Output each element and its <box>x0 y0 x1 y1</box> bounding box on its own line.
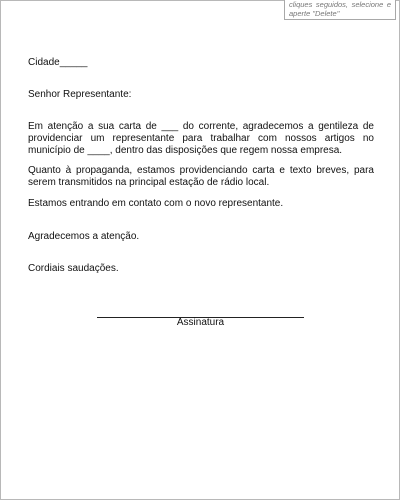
city-line: Cidade_____ <box>28 57 88 68</box>
closing-line: Agradecemos a atenção. <box>28 231 140 242</box>
paragraph-representative-request <box>28 121 374 157</box>
farewell-line: Cordiais saudações. <box>28 263 119 274</box>
instruction-note: cliques seguidos, selecione e aperte "Delete" <box>284 0 396 20</box>
paragraph-advertising <box>28 165 374 189</box>
paragraph-text: Em atenção a sua carta de ___ do corrente, agradecemos a gentileza de providenciar um representante para trabalhar com nossos artigos no município de ____, dentro das disposições que regem nossa empresa. <box>28 121 374 156</box>
signature-label: Assinatura <box>176 317 225 328</box>
paragraph-contact: Estamos entrando em contato com o novo representante. <box>28 198 284 209</box>
paragraph-text: Quanto à propaganda, estamos providenciando carta e texto breves, para serem transmitidos na principal estação de rádio local. <box>28 165 374 188</box>
salutation: Senhor Representante: <box>28 89 132 100</box>
